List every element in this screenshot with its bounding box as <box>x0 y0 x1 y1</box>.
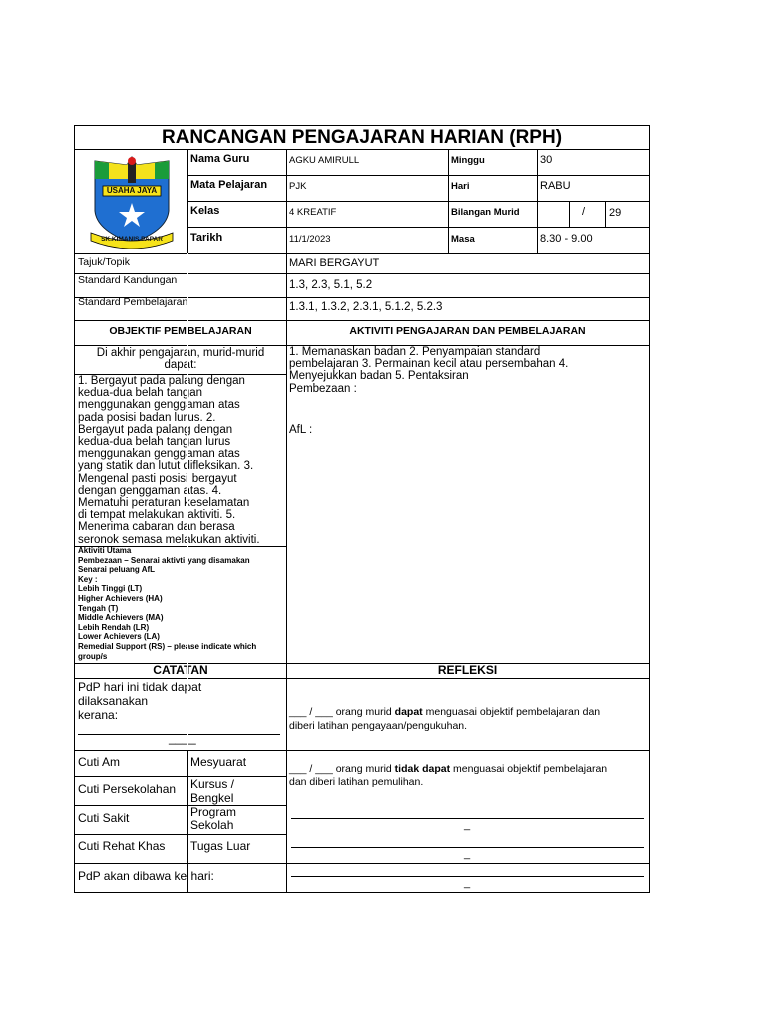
objektif-line: menggunakan genggaman atas <box>78 448 240 461</box>
objektif-intro-line1: Di akhir pengajaran, murid-murid <box>96 347 265 359</box>
objektif-line: menggunakan genggaman atas <box>78 399 240 412</box>
bilangan-murid-total: 29 <box>609 207 622 219</box>
objektif-line: Mengenal pasti posisi bergayut <box>78 472 237 485</box>
refleksi-text: orang murid <box>332 763 395 775</box>
reason-cuti-rehat-khas: Cuti Rehat Khas <box>78 839 166 853</box>
key-note: Senarai peluang AfL <box>78 565 156 575</box>
divider <box>75 678 649 679</box>
objektif-line: Menerima cabaran dan berasa <box>78 521 235 534</box>
catatan-heading: CATATAN <box>153 663 208 677</box>
refleksi-emphasis: tidak dapat <box>394 763 451 775</box>
aktiviti-line2: pembelajaran 3. Permainan kecil atau persembahan 4. <box>289 358 569 370</box>
hari-value: RABU <box>540 180 571 192</box>
pdp-note-line3: kerana: <box>78 708 119 722</box>
divider <box>187 253 188 750</box>
divider <box>187 750 188 863</box>
key-note: Higher Achievers (HA) <box>78 594 163 603</box>
reason-cuti-persekolahan: Cuti Persekolahan <box>78 782 177 796</box>
divider <box>286 253 287 893</box>
divider <box>187 201 649 202</box>
key-note: Lebih Rendah (LR) <box>78 622 150 632</box>
pdp-note-line1: PdP hari ini tidak dapat <box>78 680 202 694</box>
divider <box>75 750 649 751</box>
mata-pelajaran-value: PJK <box>289 181 307 192</box>
pembezaan-label: Pembezaan : <box>289 383 357 395</box>
refleksi-blank-tail: _ <box>464 848 471 860</box>
logo-banner-text: USAHA JAYA <box>106 186 158 195</box>
objektif-line: dengan genggaman atas. 4. <box>78 484 222 497</box>
divider <box>187 227 649 228</box>
objektif-line: Bergayut pada palang dengan <box>78 423 233 436</box>
kelas-label: Kelas <box>190 205 220 217</box>
standard-pembelajaran-label: Standard Pembelajaran <box>78 296 189 308</box>
key-note: Pembezaan – Senarai aktivti yang disamakan <box>78 555 250 565</box>
refleksi-heading: REFLEKSI <box>437 663 498 677</box>
rph-form <box>74 125 650 893</box>
pdp-dibawa-label: PdP akan dibawa ke hari: <box>78 869 214 883</box>
reason-kursus: Kursus / <box>190 777 235 791</box>
key-note: Aktiviti Utama <box>78 546 132 555</box>
objektif-line: seronok semasa melakukan aktiviti. <box>78 533 260 546</box>
refleksi-item-tidak-dapat <box>289 764 607 776</box>
refleksi-blank-tail: _ <box>464 819 471 831</box>
reason-tugas-luar: Tugas Luar <box>190 839 251 853</box>
refleksi-text: orang murid <box>332 706 395 718</box>
hari-label: Hari <box>451 181 470 192</box>
page-title: RANCANGAN PENGAJARAN HARIAN (RPH) <box>161 127 563 148</box>
minggu-label: Minggu <box>451 155 485 166</box>
standard-kandungan-label: Standard Kandungan <box>78 274 178 286</box>
objektif-line: di tempat melakukan aktiviti. 5. <box>78 509 236 522</box>
objektif-line: kedua-dua belah tangan lurus <box>78 436 231 448</box>
refleksi-item-dapat-line2: diberi latihan pengayaan/pengukuhan. <box>289 720 468 732</box>
divider <box>75 863 649 864</box>
reason-cuti-sakit: Cuti Sakit <box>78 811 130 825</box>
key-note: group/s <box>78 651 108 661</box>
count-blank: ___ / ___ <box>289 763 333 775</box>
tajuk-value: MARI BERGAYUT <box>289 257 380 269</box>
school-crest-icon <box>89 153 175 249</box>
objektif-line: 1. Bergayut pada palang dengan <box>78 375 245 387</box>
divider <box>75 253 649 254</box>
divider <box>75 805 286 806</box>
kelas-value: 4 KREATIF <box>289 207 337 218</box>
reason-bengkel: Bengkel <box>190 791 234 805</box>
reason-mesyuarat: Mesyuarat <box>190 755 247 769</box>
key-note: Remedial Support (RS) – please indicate which <box>78 642 257 651</box>
reason-program: Program <box>190 805 237 819</box>
school-logo <box>89 153 175 249</box>
masa-value: 8.30 - 9.00 <box>540 233 593 245</box>
key-note: Lower Achievers (LA) <box>78 632 160 642</box>
divider <box>605 201 606 227</box>
divider <box>75 320 649 321</box>
standard-kandungan-value: 1.3, 2.3, 5.1, 5.2 <box>289 279 373 291</box>
afl-label: AfL : <box>289 424 313 436</box>
objektif-intro-line2: dapat: <box>164 359 197 371</box>
minggu-value: 30 <box>540 154 553 166</box>
key-note: Lebih Tinggi (LT) <box>78 584 143 594</box>
divider <box>75 149 649 150</box>
nama-guru-label: Nama Guru <box>190 153 250 165</box>
bilangan-murid-label: Bilangan Murid <box>451 207 520 218</box>
key-note: Tengah (T) <box>78 603 119 613</box>
tajuk-label: Tajuk/Topik <box>78 256 130 268</box>
count-blank: ___ / ___ <box>289 706 333 718</box>
refleksi-text: menguasai objektif pembelajaran dan <box>422 706 601 718</box>
objektif-line: pada posisi badan lurus. 2. <box>78 411 216 424</box>
nama-guru-value: AGKU AMIRULL <box>289 155 360 166</box>
logo-ribbon-text: SK.KIMANIS PAPAR <box>101 236 163 243</box>
divider <box>75 776 286 777</box>
refleksi-blank-tail: _ <box>464 877 471 889</box>
refleksi-text: menguasai objektif pembelajaran <box>450 763 608 775</box>
masa-label: Masa <box>451 234 475 245</box>
key-note: Key : <box>78 574 98 584</box>
key-note: Middle Achievers (MA) <box>78 613 164 623</box>
objektif-line: yang statik dan lutut difleksikan. 3. <box>78 460 254 473</box>
divider <box>569 201 570 227</box>
tarikh-label: Tarikh <box>190 232 223 244</box>
refleksi-emphasis: dapat <box>394 706 423 718</box>
reason-cuti-am: Cuti Am <box>78 755 121 769</box>
standard-pembelajaran-value: 1.3.1, 1.3.2, 2.3.1, 5.1.2, 5.2.3 <box>289 301 443 313</box>
divider <box>75 834 286 835</box>
aktiviti-heading: AKTIVITI PENGAJARAN DAN PEMBELAJARAN <box>349 325 586 337</box>
pdp-note-line2: dilaksanakan <box>78 694 149 708</box>
reason-sekolah: Sekolah <box>190 818 234 832</box>
tarikh-value: 11/1/2023 <box>289 234 331 245</box>
mata-pelajaran-label: Mata Pelajaran <box>190 179 268 191</box>
bilangan-murid-separator: / <box>582 206 586 218</box>
refleksi-item-dapat <box>289 707 600 719</box>
objektif-line: kedua-dua belah tangan <box>78 387 203 400</box>
aktiviti-line3: Menyejukkan badan 5. Pentaksiran <box>289 370 469 382</box>
reason-blank-tail: ____ <box>169 731 196 745</box>
objektif-line: Mematuhi peraturan keselamatan <box>78 497 250 509</box>
divider <box>187 175 649 176</box>
objektif-heading: OBJEKTIF PEMBELAJARAN <box>109 325 252 337</box>
aktiviti-line1: 1. Memanaskan badan 2. Penyampaian standard <box>289 346 541 358</box>
refleksi-item-tidak-dapat-line2: dan diberi latihan pemulihan. <box>289 776 424 788</box>
